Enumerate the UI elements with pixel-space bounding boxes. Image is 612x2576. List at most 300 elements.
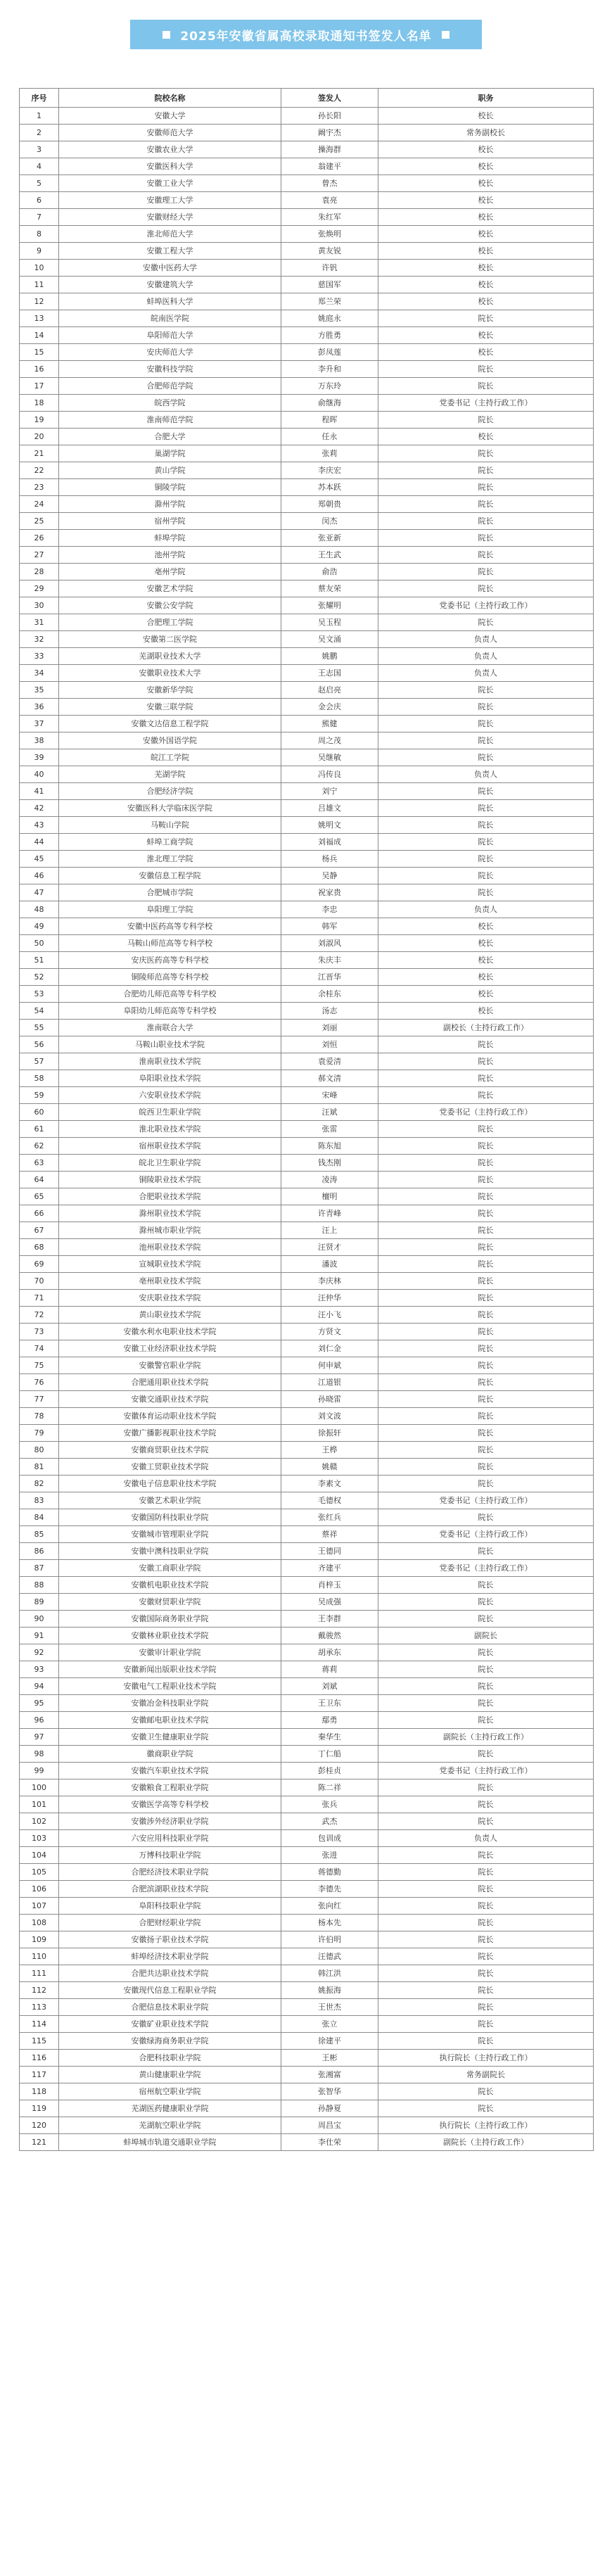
cell-signer: 吴继敏 bbox=[281, 749, 378, 766]
table-row bbox=[20, 1678, 594, 1695]
table-row bbox=[20, 1172, 594, 1188]
cell-index: 6 bbox=[20, 192, 59, 209]
cell-index: 9 bbox=[20, 243, 59, 260]
table-row bbox=[20, 1087, 594, 1104]
table-row bbox=[20, 817, 594, 834]
cell-position: 院长 bbox=[378, 1290, 594, 1307]
cell-signer: 朱庆丰 bbox=[281, 952, 378, 969]
cell-signer: 张焕明 bbox=[281, 226, 378, 243]
cell-position: 院长 bbox=[378, 1779, 594, 1796]
cell-school: 合肥共达职业技术学院 bbox=[59, 1965, 281, 1982]
table-row bbox=[20, 513, 594, 530]
cell-position: 院长 bbox=[378, 1256, 594, 1273]
cell-school: 合肥经济学院 bbox=[59, 783, 281, 800]
cell-signer: 刘文波 bbox=[281, 1408, 378, 1425]
table-row bbox=[20, 1036, 594, 1053]
cell-school: 安徽商贸职业技术学院 bbox=[59, 1442, 281, 1459]
cell-index: 39 bbox=[20, 749, 59, 766]
cell-position: 校长 bbox=[378, 327, 594, 344]
cell-index: 14 bbox=[20, 327, 59, 344]
cell-signer: 张雷 bbox=[281, 1121, 378, 1138]
cell-index: 107 bbox=[20, 1898, 59, 1915]
table-row bbox=[20, 1611, 594, 1628]
cell-position: 校长 bbox=[378, 192, 594, 209]
cell-index: 99 bbox=[20, 1763, 59, 1779]
table-row bbox=[20, 412, 594, 429]
cell-position: 院长 bbox=[378, 1425, 594, 1442]
cell-position: 院长 bbox=[378, 1898, 594, 1915]
cell-index: 59 bbox=[20, 1087, 59, 1104]
cell-signer: 檀明 bbox=[281, 1188, 378, 1205]
table-row bbox=[20, 986, 594, 1003]
cell-signer: 汪上 bbox=[281, 1222, 378, 1239]
cell-index: 102 bbox=[20, 1813, 59, 1830]
cell-signer: 徐振轩 bbox=[281, 1425, 378, 1442]
cell-index: 18 bbox=[20, 395, 59, 412]
table-row bbox=[20, 1965, 594, 1982]
cell-signer: 汪小飞 bbox=[281, 1307, 378, 1324]
table-row bbox=[20, 564, 594, 580]
cell-index: 77 bbox=[20, 1391, 59, 1408]
cell-position: 校长 bbox=[378, 158, 594, 175]
cell-school: 安徽中医药大学 bbox=[59, 260, 281, 277]
cell-index: 1 bbox=[20, 108, 59, 125]
cell-school: 黄山健康职业学院 bbox=[59, 2067, 281, 2083]
cell-school: 皖江工学院 bbox=[59, 749, 281, 766]
cell-school: 安徽林业职业技术学院 bbox=[59, 1628, 281, 1644]
cell-school: 安徽城市管理职业学院 bbox=[59, 1526, 281, 1543]
table-row bbox=[20, 952, 594, 969]
cell-position: 常务副校长 bbox=[378, 125, 594, 141]
cell-index: 76 bbox=[20, 1374, 59, 1391]
cell-school: 蚌埠工商学院 bbox=[59, 834, 281, 851]
cell-signer: 李庆宏 bbox=[281, 462, 378, 479]
cell-position: 院长 bbox=[378, 1138, 594, 1155]
cell-school: 阜阳师范大学 bbox=[59, 327, 281, 344]
cell-signer: 姚赣 bbox=[281, 1459, 378, 1476]
cell-signer: 祝家贵 bbox=[281, 884, 378, 901]
cell-signer: 刘恒 bbox=[281, 1036, 378, 1053]
table-row bbox=[20, 1357, 594, 1374]
cell-index: 88 bbox=[20, 1577, 59, 1594]
cell-index: 80 bbox=[20, 1442, 59, 1459]
cell-school: 安徽国际商务职业学院 bbox=[59, 1611, 281, 1628]
table-row bbox=[20, 834, 594, 851]
table-row bbox=[20, 479, 594, 496]
cell-position: 院长 bbox=[378, 361, 594, 378]
table-row bbox=[20, 1577, 594, 1594]
cell-school: 六安职业技术学院 bbox=[59, 1087, 281, 1104]
cell-signer: 汪仲华 bbox=[281, 1290, 378, 1307]
cell-school: 安徽工商职业学院 bbox=[59, 1560, 281, 1577]
cell-signer: 张耀明 bbox=[281, 597, 378, 614]
cell-school: 巢湖学院 bbox=[59, 445, 281, 462]
cell-school: 安徽农业大学 bbox=[59, 141, 281, 158]
table-row bbox=[20, 1695, 594, 1712]
cell-school: 阜阳职业技术学院 bbox=[59, 1070, 281, 1087]
cell-school: 安庆职业技术学院 bbox=[59, 1290, 281, 1307]
table-row bbox=[20, 1830, 594, 1847]
cell-signer: 余桂东 bbox=[281, 986, 378, 1003]
cell-signer: 王生武 bbox=[281, 547, 378, 564]
header-index: 序号 bbox=[20, 89, 59, 108]
cell-signer: 姚庭永 bbox=[281, 310, 378, 327]
table-row bbox=[20, 1560, 594, 1577]
cell-index: 85 bbox=[20, 1526, 59, 1543]
cell-signer: 江道银 bbox=[281, 1374, 378, 1391]
cell-signer: 武杰 bbox=[281, 1813, 378, 1830]
cell-signer: 姚振海 bbox=[281, 1982, 378, 1999]
cell-signer: 王德同 bbox=[281, 1543, 378, 1560]
cell-school: 安徽工程大学 bbox=[59, 243, 281, 260]
cell-position: 院长 bbox=[378, 1188, 594, 1205]
cell-school: 安徽水利水电职业技术学院 bbox=[59, 1324, 281, 1340]
cell-index: 38 bbox=[20, 732, 59, 749]
cell-school: 安徽财经大学 bbox=[59, 209, 281, 226]
table-row bbox=[20, 1425, 594, 1442]
cell-position: 副院长（主持行政工作） bbox=[378, 2134, 594, 2151]
table-row bbox=[20, 699, 594, 716]
cell-signer: 蒋德勤 bbox=[281, 1864, 378, 1881]
table-row bbox=[20, 260, 594, 277]
cell-school: 安徽信息工程学院 bbox=[59, 868, 281, 884]
cell-school: 安徽粮食工程职业学院 bbox=[59, 1779, 281, 1796]
cell-position: 党委书记（主持行政工作） bbox=[378, 395, 594, 412]
cell-school: 滁州城市职业学院 bbox=[59, 1222, 281, 1239]
cell-school: 安徽新闻出版职业技术学院 bbox=[59, 1661, 281, 1678]
cell-position: 院长 bbox=[378, 749, 594, 766]
table-row bbox=[20, 1931, 594, 1948]
cell-position: 党委书记（主持行政工作） bbox=[378, 1104, 594, 1121]
cell-position: 负责人 bbox=[378, 1830, 594, 1847]
cell-school: 安徽工贸职业技术学院 bbox=[59, 1459, 281, 1476]
cell-school: 安徽电子信息职业技术学院 bbox=[59, 1476, 281, 1492]
cell-position: 校长 bbox=[378, 969, 594, 986]
square-bullet-icon bbox=[442, 31, 450, 39]
cell-signer: 方胜勇 bbox=[281, 327, 378, 344]
cell-index: 101 bbox=[20, 1796, 59, 1813]
cell-school: 安徽理工大学 bbox=[59, 192, 281, 209]
cell-index: 113 bbox=[20, 1999, 59, 2016]
cell-school: 安徽警官职业学院 bbox=[59, 1357, 281, 1374]
cell-signer: 任永 bbox=[281, 429, 378, 445]
cell-signer: 彭凤莲 bbox=[281, 344, 378, 361]
cell-signer: 包训成 bbox=[281, 1830, 378, 1847]
table-row bbox=[20, 1222, 594, 1239]
cell-index: 116 bbox=[20, 2050, 59, 2067]
cell-signer: 许青峰 bbox=[281, 1205, 378, 1222]
cell-position: 校长 bbox=[378, 226, 594, 243]
cell-school: 安徽医学高等专科学校 bbox=[59, 1796, 281, 1813]
cell-school: 黄山学院 bbox=[59, 462, 281, 479]
cell-signer: 王世杰 bbox=[281, 1999, 378, 2016]
cell-signer: 张兵 bbox=[281, 1796, 378, 1813]
cell-signer: 姚鹏 bbox=[281, 648, 378, 665]
cell-index: 2 bbox=[20, 125, 59, 141]
table-row bbox=[20, 1188, 594, 1205]
cell-school: 芜湖学院 bbox=[59, 766, 281, 783]
cell-index: 5 bbox=[20, 175, 59, 192]
cell-position: 校长 bbox=[378, 141, 594, 158]
cell-index: 50 bbox=[20, 935, 59, 952]
cell-index: 120 bbox=[20, 2117, 59, 2134]
cell-signer: 毛德权 bbox=[281, 1492, 378, 1509]
cell-position: 院长 bbox=[378, 1036, 594, 1053]
table-row bbox=[20, 1020, 594, 1036]
cell-index: 78 bbox=[20, 1408, 59, 1425]
cell-signer: 徐建平 bbox=[281, 2033, 378, 2050]
cell-position: 院长 bbox=[378, 851, 594, 868]
cell-position: 院长 bbox=[378, 2033, 594, 2050]
cell-signer: 王卫东 bbox=[281, 1695, 378, 1712]
cell-school: 安徽建筑大学 bbox=[59, 277, 281, 293]
table-row bbox=[20, 1391, 594, 1408]
cell-index: 32 bbox=[20, 631, 59, 648]
square-bullet-icon bbox=[162, 31, 170, 39]
table-row bbox=[20, 1374, 594, 1391]
cell-signer: 郝文清 bbox=[281, 1070, 378, 1087]
table-row bbox=[20, 969, 594, 986]
cell-position: 院长 bbox=[378, 1307, 594, 1324]
table-row bbox=[20, 2050, 594, 2067]
cell-index: 10 bbox=[20, 260, 59, 277]
cell-position: 校长 bbox=[378, 243, 594, 260]
cell-signer: 韩军 bbox=[281, 918, 378, 935]
table-row bbox=[20, 597, 594, 614]
table-row bbox=[20, 648, 594, 665]
cell-position: 校长 bbox=[378, 986, 594, 1003]
cell-signer: 汪贤才 bbox=[281, 1239, 378, 1256]
cell-position: 执行院长（主持行政工作） bbox=[378, 2117, 594, 2134]
cell-index: 11 bbox=[20, 277, 59, 293]
table-row bbox=[20, 1948, 594, 1965]
table-row bbox=[20, 631, 594, 648]
cell-index: 66 bbox=[20, 1205, 59, 1222]
table-row bbox=[20, 766, 594, 783]
cell-index: 37 bbox=[20, 716, 59, 732]
cell-index: 35 bbox=[20, 682, 59, 699]
cell-school: 皖西学院 bbox=[59, 395, 281, 412]
cell-position: 院长 bbox=[378, 1172, 594, 1188]
cell-signer: 袁亮 bbox=[281, 192, 378, 209]
cell-school: 皖南医学院 bbox=[59, 310, 281, 327]
cell-position: 执行院长（主持行政工作） bbox=[378, 2050, 594, 2067]
cell-position: 校长 bbox=[378, 344, 594, 361]
cell-position: 院长 bbox=[378, 868, 594, 884]
header-signer: 签发人 bbox=[281, 89, 378, 108]
cell-index: 19 bbox=[20, 412, 59, 429]
cell-signer: 阚宇杰 bbox=[281, 125, 378, 141]
table-row bbox=[20, 1273, 594, 1290]
table-row bbox=[20, 1290, 594, 1307]
cell-signer: 孙长阳 bbox=[281, 108, 378, 125]
cell-position: 院长 bbox=[378, 1222, 594, 1239]
table-row bbox=[20, 1509, 594, 1526]
cell-signer: 吴文涌 bbox=[281, 631, 378, 648]
table-row bbox=[20, 293, 594, 310]
cell-position: 院长 bbox=[378, 1391, 594, 1408]
cell-index: 36 bbox=[20, 699, 59, 716]
cell-index: 83 bbox=[20, 1492, 59, 1509]
cell-school: 皖北卫生职业学院 bbox=[59, 1155, 281, 1172]
cell-position: 校长 bbox=[378, 952, 594, 969]
cell-index: 81 bbox=[20, 1459, 59, 1476]
table-row bbox=[20, 462, 594, 479]
cell-school: 安徽汽车职业技术学院 bbox=[59, 1763, 281, 1779]
cell-position: 院长 bbox=[378, 530, 594, 547]
cell-school: 安徽财贸职业学院 bbox=[59, 1594, 281, 1611]
cell-index: 7 bbox=[20, 209, 59, 226]
cell-position: 负责人 bbox=[378, 631, 594, 648]
cell-position: 校长 bbox=[378, 1003, 594, 1020]
cell-school: 蚌埠城市轨道交通职业学院 bbox=[59, 2134, 281, 2151]
cell-index: 53 bbox=[20, 986, 59, 1003]
cell-index: 25 bbox=[20, 513, 59, 530]
cell-position: 院长 bbox=[378, 1948, 594, 1965]
cell-school: 淮北理工学院 bbox=[59, 851, 281, 868]
cell-signer: 孙静夏 bbox=[281, 2100, 378, 2117]
cell-index: 111 bbox=[20, 1965, 59, 1982]
cell-index: 20 bbox=[20, 429, 59, 445]
cell-signer: 江晋华 bbox=[281, 969, 378, 986]
table-row bbox=[20, 1628, 594, 1644]
cell-position: 副院长（主持行政工作） bbox=[378, 1729, 594, 1746]
table-row bbox=[20, 1324, 594, 1340]
cell-school: 宣城职业技术学院 bbox=[59, 1256, 281, 1273]
cell-school: 黄山职业技术学院 bbox=[59, 1307, 281, 1324]
table-row bbox=[20, 1999, 594, 2016]
cell-index: 16 bbox=[20, 361, 59, 378]
cell-position: 院长 bbox=[378, 2100, 594, 2117]
table-row bbox=[20, 125, 594, 141]
table-row bbox=[20, 682, 594, 699]
table-row bbox=[20, 1543, 594, 1560]
cell-school: 铜陵职业技术学院 bbox=[59, 1172, 281, 1188]
table-row bbox=[20, 496, 594, 513]
cell-school: 宿州职业技术学院 bbox=[59, 1138, 281, 1155]
cell-school: 安徽扬子职业技术学院 bbox=[59, 1931, 281, 1948]
cell-school: 淮南联合大学 bbox=[59, 1020, 281, 1036]
table-row bbox=[20, 1982, 594, 1999]
cell-signer: 杨兵 bbox=[281, 851, 378, 868]
cell-school: 安徽交通职业技术学院 bbox=[59, 1391, 281, 1408]
cell-index: 21 bbox=[20, 445, 59, 462]
cell-position: 副院长 bbox=[378, 1628, 594, 1644]
cell-school: 安徽工业经济职业技术学院 bbox=[59, 1340, 281, 1357]
cell-school: 六安应用科技职业学院 bbox=[59, 1830, 281, 1847]
cell-signer: 陈二祥 bbox=[281, 1779, 378, 1796]
cell-school: 滁州学院 bbox=[59, 496, 281, 513]
cell-signer: 闵杰 bbox=[281, 513, 378, 530]
cell-school: 安徽电气工程职业技术学院 bbox=[59, 1678, 281, 1695]
cell-index: 44 bbox=[20, 834, 59, 851]
cell-position: 院长 bbox=[378, 310, 594, 327]
cell-index: 27 bbox=[20, 547, 59, 564]
cell-signer: 许钒 bbox=[281, 260, 378, 277]
cell-signer: 李忠 bbox=[281, 901, 378, 918]
cell-index: 115 bbox=[20, 2033, 59, 2050]
cell-signer: 戴骏然 bbox=[281, 1628, 378, 1644]
cell-school: 安徽师范大学 bbox=[59, 125, 281, 141]
table-row bbox=[20, 2117, 594, 2134]
cell-position: 校长 bbox=[378, 293, 594, 310]
cell-signer: 刘宁 bbox=[281, 783, 378, 800]
table-row bbox=[20, 1053, 594, 1070]
cell-index: 62 bbox=[20, 1138, 59, 1155]
table-row bbox=[20, 108, 594, 125]
table-row bbox=[20, 1459, 594, 1476]
cell-school: 徽商职业学院 bbox=[59, 1746, 281, 1763]
cell-position: 常务副院长 bbox=[378, 2067, 594, 2083]
table-row bbox=[20, 1104, 594, 1121]
cell-signer: 李升和 bbox=[281, 361, 378, 378]
table-row bbox=[20, 1779, 594, 1796]
cell-index: 112 bbox=[20, 1982, 59, 1999]
table-row bbox=[20, 1881, 594, 1898]
cell-signer: 陈东旭 bbox=[281, 1138, 378, 1155]
cell-signer: 潘波 bbox=[281, 1256, 378, 1273]
cell-index: 121 bbox=[20, 2134, 59, 2151]
cell-school: 池州职业技术学院 bbox=[59, 1239, 281, 1256]
cell-index: 86 bbox=[20, 1543, 59, 1560]
cell-position: 院长 bbox=[378, 834, 594, 851]
table-row bbox=[20, 1796, 594, 1813]
cell-index: 67 bbox=[20, 1222, 59, 1239]
cell-index: 55 bbox=[20, 1020, 59, 1036]
cell-school: 芜湖职业技术大学 bbox=[59, 648, 281, 665]
cell-school: 安徽外国语学院 bbox=[59, 732, 281, 749]
cell-school: 淮北职业技术学院 bbox=[59, 1121, 281, 1138]
table-row bbox=[20, 327, 594, 344]
table-row bbox=[20, 1205, 594, 1222]
cell-position: 院长 bbox=[378, 817, 594, 834]
cell-position: 院长 bbox=[378, 1070, 594, 1087]
cell-position: 院长 bbox=[378, 1121, 594, 1138]
cell-index: 26 bbox=[20, 530, 59, 547]
cell-index: 41 bbox=[20, 783, 59, 800]
table-row bbox=[20, 209, 594, 226]
cell-signer: 慈国军 bbox=[281, 277, 378, 293]
table-row bbox=[20, 1661, 594, 1678]
table-row bbox=[20, 530, 594, 547]
table-row bbox=[20, 344, 594, 361]
cell-index: 13 bbox=[20, 310, 59, 327]
cell-signer: 胡承东 bbox=[281, 1644, 378, 1661]
cell-signer: 张立 bbox=[281, 2016, 378, 2033]
cell-signer: 张亚新 bbox=[281, 530, 378, 547]
cell-index: 82 bbox=[20, 1476, 59, 1492]
cell-index: 84 bbox=[20, 1509, 59, 1526]
cell-position: 院长 bbox=[378, 1594, 594, 1611]
cell-index: 61 bbox=[20, 1121, 59, 1138]
table-row bbox=[20, 2100, 594, 2117]
cell-position: 院长 bbox=[378, 1476, 594, 1492]
cell-school: 安徽现代信息工程职业学院 bbox=[59, 1982, 281, 1999]
cell-index: 70 bbox=[20, 1273, 59, 1290]
cell-position: 院长 bbox=[378, 1982, 594, 1999]
table-row bbox=[20, 1408, 594, 1425]
cell-position: 院长 bbox=[378, 1712, 594, 1729]
cell-school: 芜湖航空职业学院 bbox=[59, 2117, 281, 2134]
table-header-row bbox=[20, 89, 594, 108]
cell-school: 安徽公安学院 bbox=[59, 597, 281, 614]
cell-index: 8 bbox=[20, 226, 59, 243]
table-row bbox=[20, 1138, 594, 1155]
cell-index: 46 bbox=[20, 868, 59, 884]
cell-position: 院长 bbox=[378, 1273, 594, 1290]
cell-index: 49 bbox=[20, 918, 59, 935]
cell-position: 院长 bbox=[378, 462, 594, 479]
